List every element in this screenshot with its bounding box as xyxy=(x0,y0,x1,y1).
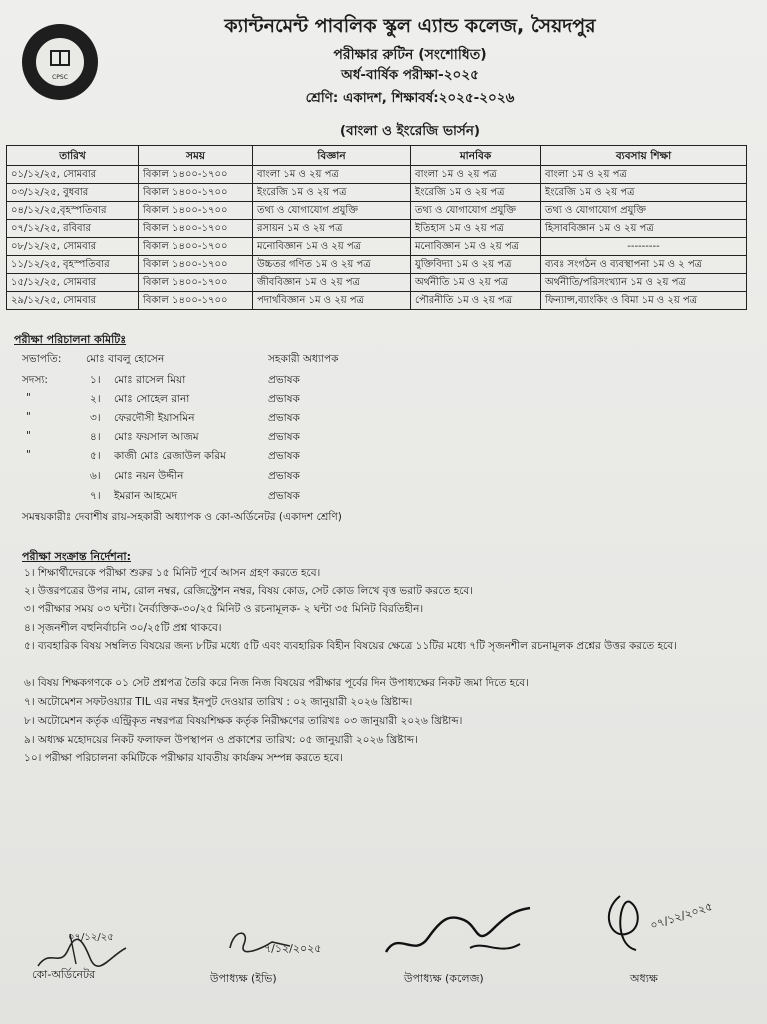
member-num: ৭। xyxy=(90,490,101,502)
cell-date: ২৯/১২/২৫, সোমবার xyxy=(7,292,139,310)
instruction-item: ৮। অটোমেশন কর্তৃক এন্ট্রিকৃত নম্বরপত্র বিষয়শিক্ষক কর্তৃক নিরীক্ষণের তারিখঃ ০৩ জানুয়ারী ২০২৬ খ্রিষ্টাব্দ। xyxy=(24,715,463,727)
chair-role: সহকারী অধ্যাপক xyxy=(268,353,339,365)
member-label: সদস্য: xyxy=(22,374,48,386)
class-session: শ্রেণি: একাদশ, শিক্ষাবর্ষ:২০২৫-২০২৬ xyxy=(305,90,515,106)
header-time: সময় xyxy=(139,146,253,166)
coordinator-line: সমন্বয়কারীঃ দেবাশীষ রায়-সহকারী অধ্যাপক ও কো-অর্ডিনেটর (একাদশ শ্রেণি) xyxy=(22,511,342,523)
principal-label: অধ্যক্ষ xyxy=(630,972,658,985)
cell-date: ০৮/১২/২৫, সোমবার xyxy=(7,238,139,256)
instruction-item: ৬। বিষয় শিক্ষকগণকে ০১ সেট প্রশ্নপত্র তৈরি করে নিজ নিজ বিষয়ের পরীক্ষার পূর্বের দিন উপাধ্যক্ষের নিকট জমা দিতে হবে। xyxy=(24,677,529,689)
version-note: (বাংলা ও ইংরেজি ভার্সন) xyxy=(339,123,481,139)
cell-date: ১৫/১২/২৫, সোমবার xyxy=(7,274,139,292)
header-business: ব্যবসায় শিক্ষা xyxy=(541,146,747,166)
instruction-item: ১০। পরীক্ষা পরিচালনা কমিটিকে পরীক্ষার যাবতীয় কার্যক্রম সম্পন্ন করতে হবে। xyxy=(24,752,344,764)
member-name: কাজী মোঃ রেজাউল করিম xyxy=(114,450,226,462)
cell-humanities: পৌরনীতি ১ম ও ২য় পত্র xyxy=(411,292,541,310)
cell-date: ০১/১২/২৫, সোমবার xyxy=(7,166,139,184)
ditto-mark: " xyxy=(26,411,31,423)
member-name: মোঃ নয়ন উদ্দীন xyxy=(114,470,184,482)
coordinator-date: ০৭/১২/২৫ xyxy=(68,932,114,943)
header-date: তারিখ xyxy=(7,146,139,166)
cell-humanities: ইংরেজি ১ম ও ২য় পত্র xyxy=(411,184,541,202)
seal-label: CPSC xyxy=(52,74,68,81)
vp-college-label: উপাধ্যক্ষ (কলেজ) xyxy=(404,972,484,985)
table-row xyxy=(7,256,747,274)
member-num: ৬। xyxy=(90,470,101,482)
cell-time: বিকাল ১৪০০-১৭০০ xyxy=(139,166,253,184)
member-num: ৩। xyxy=(90,412,101,424)
routine-table xyxy=(6,145,747,310)
cell-humanities: যুক্তিবিদ্যা ১ম ও ২য় পত্র xyxy=(411,256,541,274)
cell-business: ফিন্যান্স,ব্যাংকিং ও বিমা ১ম ও ২য় পত্র xyxy=(541,292,747,310)
coordinator-label: কো-অর্ডিনেটর xyxy=(32,968,96,981)
cell-date: ০৪/১২/২৫,বৃহস্পতিবার xyxy=(7,202,139,220)
cell-humanities: ইতিহাস ১ম ও ২য় পত্র xyxy=(411,220,541,238)
instruction-item: ৯। অধ্যক্ষ মহোদয়ের নিকট ফলাফল উপস্থাপন ও প্রকাশের তারিখ: ০৫ জানুয়ারী ২০২৬ খ্রিষ্টাব্দ। xyxy=(24,734,418,746)
instruction-item: ৭। অটোমেশন সফটওয়্যার TIL এর নম্বর ইনপুট দেওয়ার তারিখ : ০২ জানুয়ারী ২০২৬ খ্রিষ্টাব্দ। xyxy=(24,696,413,708)
member-name: ইমরান আহমেদ xyxy=(114,490,178,502)
cell-science: জীববিজ্ঞান ১ম ও ২য় পত্র xyxy=(253,274,411,292)
instruction-item: ৪। সৃজনশীল বহুনির্বাচনি ৩০/২৫টি প্রশ্ন থাকবে। xyxy=(24,622,222,634)
instruction-item: ৩। পরীক্ষার সময় ০৩ ঘন্টা। নৈর্ব্যক্তিক-৩০/২৫ মিনিট ও রচনামূলক- ২ ঘন্টা ৩৫ মিনিট বিরতিহীন। xyxy=(24,603,424,615)
school-seal-logo xyxy=(22,24,98,100)
cell-business: অর্থনীতি/পরিসংখ্যান ১ম ও ২য় পত্র xyxy=(541,274,747,292)
cell-science: উচ্চতর গণিত ১ম ও ২য় পত্র xyxy=(253,256,411,274)
table-row xyxy=(7,166,747,184)
cell-business: ব্যবঃ সংগঠন ও ব্যবস্থাপনা ১ম ও ২ পত্র xyxy=(541,256,747,274)
cell-business: ইংরেজি ১ম ও ২য় পত্র xyxy=(541,184,747,202)
member-role: প্রভাষক xyxy=(268,412,300,424)
cell-humanities: অর্থনীতি ১ম ও ২য় পত্র xyxy=(411,274,541,292)
exam-name: অর্ধ-বার্ষিক পরীক্ষা-২০২৫ xyxy=(341,67,479,83)
committee-heading: পরীক্ষা পরিচালনা কমিটিঃ xyxy=(14,333,127,346)
cell-time: বিকাল ১৪০০-১৭০০ xyxy=(139,256,253,274)
table-row xyxy=(7,238,747,256)
cell-date: ১১/১২/২৫, বৃহস্পতিবার xyxy=(7,256,139,274)
cell-science: পদার্থবিজ্ঞান ১ম ও ২য় পত্র xyxy=(253,292,411,310)
member-name: ফেরদৌসী ইয়াসমিন xyxy=(114,412,195,424)
member-role: প্রভাষক xyxy=(268,393,300,405)
ditto-mark: " xyxy=(26,449,31,461)
table-row xyxy=(7,292,747,310)
table-row xyxy=(7,274,747,292)
cell-time: বিকাল ১৪০০-১৭০০ xyxy=(139,238,253,256)
member-role: প্রভাষক xyxy=(268,470,300,482)
member-role: প্রভাষক xyxy=(268,490,300,502)
ditto-mark: " xyxy=(26,430,31,442)
instruction-item: ২। উত্তরপত্রের উপর নাম, রোল নম্বর, রেজিস্ট্রেশন নম্বর, বিষয় কোড, সেট কোড লিখে বৃত্ত ভরাট করতে হবে। xyxy=(24,585,474,597)
member-role: প্রভাষক xyxy=(268,431,300,443)
header-science: বিজ্ঞান xyxy=(253,146,411,166)
cell-science: মনোবিজ্ঞান ১ম ও ২য় পত্র xyxy=(253,238,411,256)
member-num: ৪। xyxy=(90,431,101,443)
instruction-item: ১। শিক্ষার্থীদেরকে পরীক্ষা শুরুর ১৫ মিনিট পূর্বে আসন গ্রহণ করতে হবে। xyxy=(24,567,321,579)
member-num: ৫। xyxy=(90,450,101,462)
cell-time: বিকাল ১৪০০-১৭০০ xyxy=(139,220,253,238)
member-name: মোঃ সোহেল রানা xyxy=(114,393,190,405)
instruction-item: ৫। ব্যবহারিক বিষয় সম্বলিত বিষয়ের জন্য ৮টির মধ্যে ৫টি এবং ব্যবহারিক বিহীন বিষয়ের ক্ষেত্রে ১১টির মধ্যে ৭টি সৃজনশীল রচনামূলক প্রশ্নের উত্তর করতে হবে। xyxy=(24,640,677,652)
member-name: মোঃ রাসেল মিয়া xyxy=(114,374,186,386)
chair-name: মোঃ বাবলু হোসেন xyxy=(86,353,165,365)
vp-english-label: উপাধ্যক্ষ (ইভি) xyxy=(210,972,277,985)
member-role: প্রভাষক xyxy=(268,450,300,462)
ditto-mark: " xyxy=(26,392,31,404)
member-num: ১। xyxy=(90,374,101,386)
book-icon xyxy=(50,50,70,66)
cell-science: ইংরেজি ১ম ও ২য় পত্র xyxy=(253,184,411,202)
cell-time: বিকাল ১৪০০-১৭০০ xyxy=(139,274,253,292)
cell-science: বাংলা ১ম ও ২য় পত্র xyxy=(253,166,411,184)
cell-science: তথ্য ও যোগাযোগ প্রযুক্তি xyxy=(253,202,411,220)
cell-business: তথ্য ও যোগাযোগ প্রযুক্তি xyxy=(541,202,747,220)
cell-business: হিসাববিজ্ঞান ১ম ও ২য় পত্র xyxy=(541,220,747,238)
table-header-row xyxy=(7,146,747,166)
cell-business: --------- xyxy=(541,238,747,256)
member-num: ২। xyxy=(90,393,101,405)
cell-time: বিকাল ১৪০০-১৭০০ xyxy=(139,202,253,220)
cell-time: বিকাল ১৪০০-১৭০০ xyxy=(139,292,253,310)
member-name: মোঃ ফয়সাল আজম xyxy=(114,431,199,443)
instructions-heading: পরীক্ষা সংক্রান্ত নির্দেশনা: xyxy=(22,550,131,563)
cell-science: রসায়ন ১ম ও ২য় পত্র xyxy=(253,220,411,238)
vp-college-signature xyxy=(380,900,550,970)
cell-business: বাংলা ১ম ও ২য় পত্র xyxy=(541,166,747,184)
table-row xyxy=(7,202,747,220)
cell-date: ০৭/১২/২৫, রবিবার xyxy=(7,220,139,238)
cell-humanities: বাংলা ১ম ও ২য় পত্র xyxy=(411,166,541,184)
member-role: প্রভাষক xyxy=(268,374,300,386)
chair-label: সভাপতি: xyxy=(22,353,62,365)
document-title: পরীক্ষার রুটিন (সংশোধিত) xyxy=(333,47,487,63)
cell-time: বিকাল ১৪০০-১৭০০ xyxy=(139,184,253,202)
cell-date: ০৩/১২/২৫, বুধবার xyxy=(7,184,139,202)
header-humanities: মানবিক xyxy=(411,146,541,166)
table-row xyxy=(7,220,747,238)
vp-english-date: ৭/১২/২০২৫ xyxy=(264,942,322,955)
cell-humanities: মনোবিজ্ঞান ১ম ও ২য় পত্র xyxy=(411,238,541,256)
principal-date: ০৭/১২/২০২৫ xyxy=(648,899,715,933)
school-name: ক্যান্টনমেন্ট পাবলিক স্কুল এ্যান্ড কলেজ, সৈয়দপুর xyxy=(224,15,596,37)
cell-humanities: তথ্য ও যোগাযোগ প্রযুক্তি xyxy=(411,202,541,220)
table-row xyxy=(7,184,747,202)
